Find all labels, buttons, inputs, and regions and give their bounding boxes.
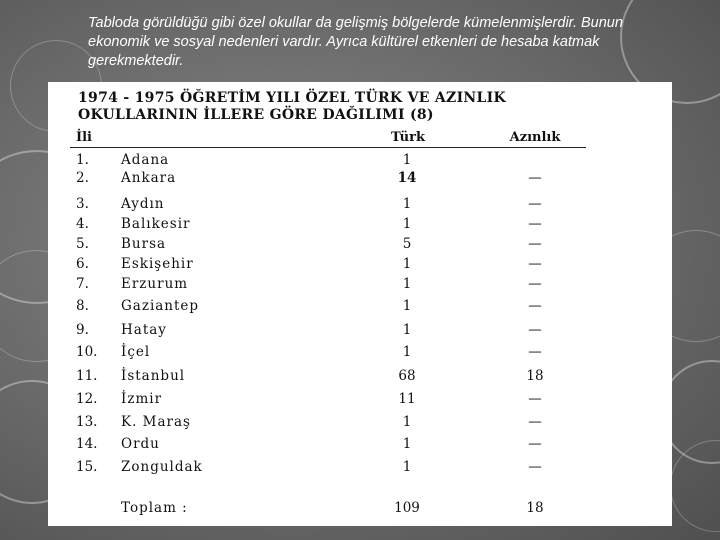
decorative-circle [670,440,720,532]
province-name: Zonguldak [121,459,203,475]
turk-count: 1 [402,436,412,452]
row-number: 7. [76,276,89,292]
table-row [48,196,672,216]
azinlik-count: — [528,391,542,407]
province-name: Ordu [121,436,160,452]
province-name: Gaziantep [121,298,200,314]
turk-count: 1 [402,256,412,272]
slide-caption: Tabloda görüldüğü gibi özel okullar da gelişmiş bölgelerde kümelenmişlerdir. Bunun ekonomik ve sosyal nedenleri vardır. Ayrıca kültürel etkenleri de hesaba katmak gerekmektedir. [88,15,623,69]
table-title-line-1: 1974 - 1975 ÖĞRETİM YILI ÖZEL TÜRK VE AZINLIK [78,90,506,106]
row-number: 8. [76,298,89,314]
row-number: 12. [76,391,98,407]
azinlik-count: — [528,344,542,360]
turk-count: 1 [402,276,412,292]
turk-count: 1 [402,196,412,212]
province-name: Balıkesir [121,216,191,232]
table-row [48,152,672,172]
row-number: 11. [76,368,98,384]
table-row [48,391,672,411]
row-number: 9. [76,322,89,338]
table-total-row [48,500,672,520]
scanned-table-document [48,82,672,526]
row-number: 1. [76,152,89,168]
table-row [48,368,672,388]
table-title-line-2: OKULLARININ İLLERE GÖRE DAĞILIMI (8) [78,107,434,123]
azinlik-count: — [528,276,542,292]
row-number: 15. [76,459,98,475]
turk-count: 1 [402,344,412,360]
row-number: 14. [76,436,98,452]
table-row [48,170,672,190]
table-row [48,436,672,456]
table-title [78,90,638,124]
province-name: Ankara [121,170,177,186]
province-name: Aydın [121,196,165,212]
total-turk: 109 [394,500,420,516]
column-header-il: İli [76,130,92,145]
header-rule [70,147,586,148]
turk-count: 1 [402,459,412,475]
turk-count: 1 [402,216,412,232]
azinlik-count: — [528,414,542,430]
azinlik-count: 18 [526,368,544,384]
province-name: Erzurum [121,276,189,292]
row-number: 5. [76,236,89,252]
azinlik-count: — [528,256,542,272]
row-number: 4. [76,216,89,232]
turk-count: 1 [402,298,412,314]
table-row [48,256,672,276]
table-row [48,276,672,296]
turk-count: 1 [402,152,412,168]
row-number: 10. [76,344,98,360]
row-number: 13. [76,414,98,430]
table-row [48,236,672,256]
row-number: 3. [76,196,89,212]
row-number: 2. [76,170,89,186]
azinlik-count: — [528,216,542,232]
column-header-turk: Türk [391,130,425,145]
total-label: Toplam : [121,500,188,516]
azinlik-count: — [528,298,542,314]
province-name: K. Maraş [121,414,191,430]
azinlik-count: — [528,170,542,186]
province-name: İzmir [121,391,163,407]
turk-count: 1 [402,414,412,430]
table-row [48,216,672,236]
turk-count: 5 [402,236,412,252]
azinlik-count: — [528,459,542,475]
row-number: 6. [76,256,89,272]
turk-count: 68 [398,368,416,384]
province-name: İstanbul [121,368,186,384]
province-name: Eskişehir [121,256,194,272]
province-name: Hatay [121,322,167,338]
table-row [48,298,672,318]
table-row [48,459,672,479]
turk-count: 1 [402,322,412,338]
province-name: İçel [121,344,151,360]
turk-count: 14 [397,170,417,186]
table-row [48,322,672,342]
turk-count: 11 [398,391,416,407]
azinlik-count: — [528,322,542,338]
table-row [48,344,672,364]
azinlik-count: — [528,236,542,252]
total-azinlik: 18 [526,500,544,516]
azinlik-count: — [528,436,542,452]
province-name: Bursa [121,236,167,252]
column-header-azinlik: Azınlık [509,130,561,145]
province-name: Adana [121,152,170,168]
azinlik-count: — [528,196,542,212]
table-row [48,414,672,434]
